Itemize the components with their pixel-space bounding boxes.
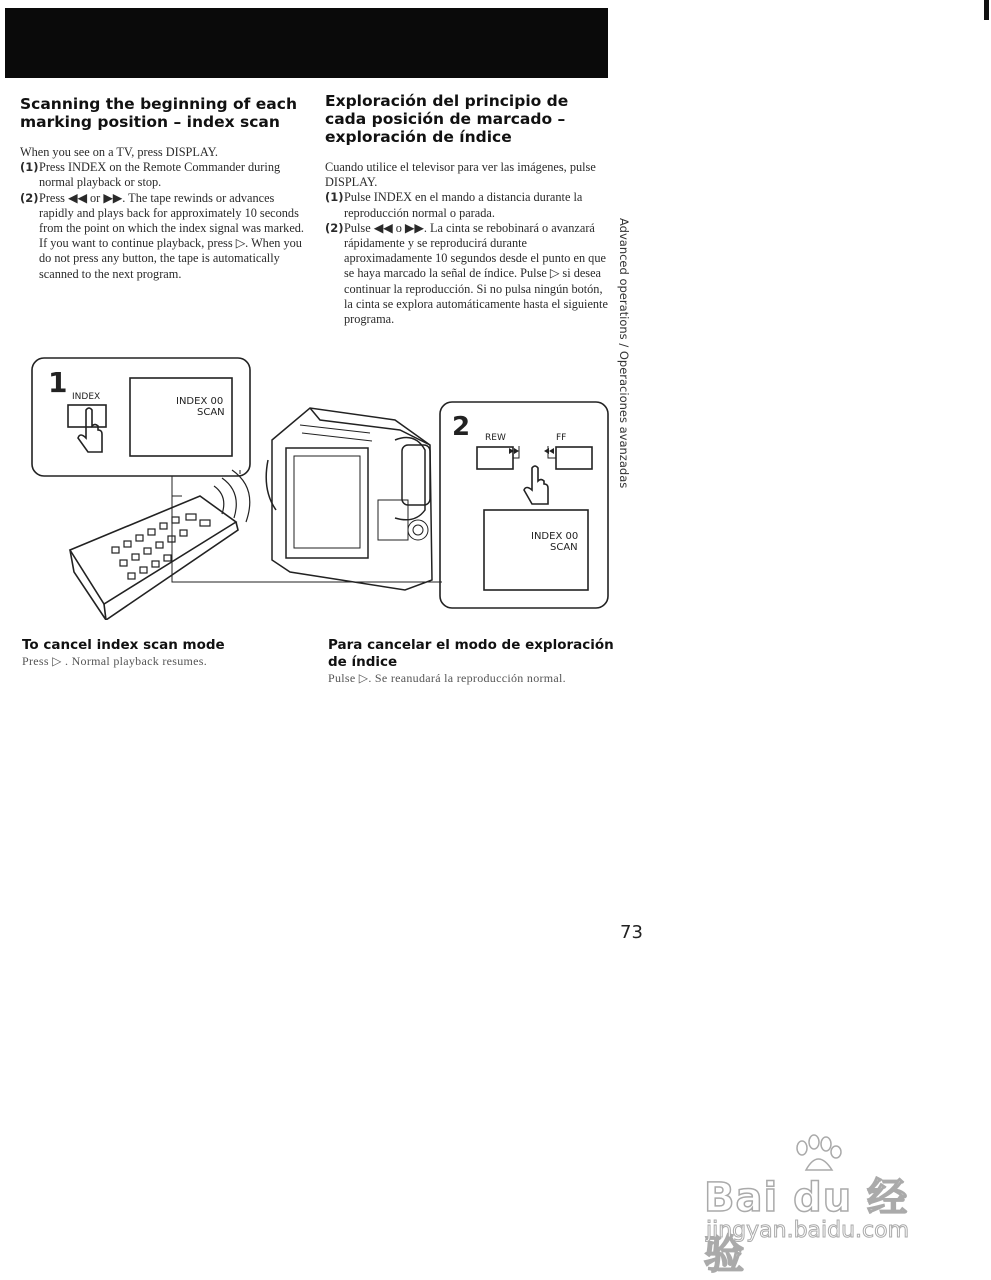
illustration [0, 0, 991, 620]
english-cancel-text: Press ▷ . Normal playback resumes. [22, 654, 208, 668]
ff-label: FF [556, 433, 567, 443]
watermark-url: jingyan.baidu.com [706, 1218, 910, 1243]
english-step-1: (1) Press INDEX on the Remote Commander during normal playback or stop. [20, 160, 281, 190]
spanish-step-1: (1) Pulse INDEX en el mando a distancia durante la reproducción normal o parada. [325, 190, 583, 220]
remote-commander-icon [70, 496, 238, 620]
spanish-intro: Cuando utilice el televisor para ver las imágenes, pulse DISPLAY. [325, 160, 596, 190]
index-button-label: INDEX [72, 392, 101, 402]
spanish-cancel-text: Pulse ▷. Se reanudará la reproducción normal. [328, 671, 566, 685]
panel-2-screen-line2: SCAN [550, 542, 578, 553]
side-tab-label: Advanced operations / Operaciones avanzadas [617, 218, 631, 489]
page-number: 73 [620, 922, 643, 943]
baidu-watermark [696, 1140, 936, 1278]
rew-label: REW [485, 433, 506, 443]
rew-button [477, 447, 513, 469]
english-step-2: (2) Press ◀◀ or ▶▶. The tape rewinds or advances rapidly and plays back for approximately 10 seconds from the point on which the index signal was marked. If you want to continue playback, press ▷. When you do not press any button, the tape is automatically scanned to the next program. [20, 190, 305, 281]
spanish-step-2: (2) Pulse ◀◀ o ▶▶. La cinta se rebobinará o avanzará rápidamente y se reproducirá durante aproximadamente 10 segundos desde el punto en que se haya marcado la señal de índice. Pulse ▷ si desea continuar la reproducción. Si no pulsa ningún botón, la cinta se explora automáticamente hasta el siguiente programa. [325, 220, 608, 327]
english-cancel-title: To cancel index scan mode [22, 637, 225, 653]
ff-button [556, 447, 592, 469]
panel-2-screen-line1: INDEX 00 [531, 531, 579, 542]
camcorder-icon [266, 408, 432, 590]
english-cancel [22, 637, 312, 669]
step-1-number: 1 [48, 366, 68, 399]
hand-1-icon [78, 408, 102, 452]
panel-1-screen-line1: INDEX 00 [176, 396, 224, 407]
signal-waves-icon [214, 470, 250, 522]
spanish-cancel [328, 637, 618, 686]
watermark-brand: Bai du 经验 [704, 1175, 909, 1278]
step-2-number: 2 [452, 412, 471, 442]
spanish-cancel-title: Para cancelar el modo de exploración de índice [328, 637, 614, 670]
english-intro: When you see on a TV, press DISPLAY. [20, 145, 218, 159]
panel-1-screen-line2: SCAN [197, 407, 225, 418]
spanish-title: Exploración del principio de cada posición de marcado – exploración de índice [325, 92, 569, 146]
english-title: Scanning the beginning of each marking position – index scan [20, 95, 297, 131]
hand-2-icon [524, 466, 548, 504]
